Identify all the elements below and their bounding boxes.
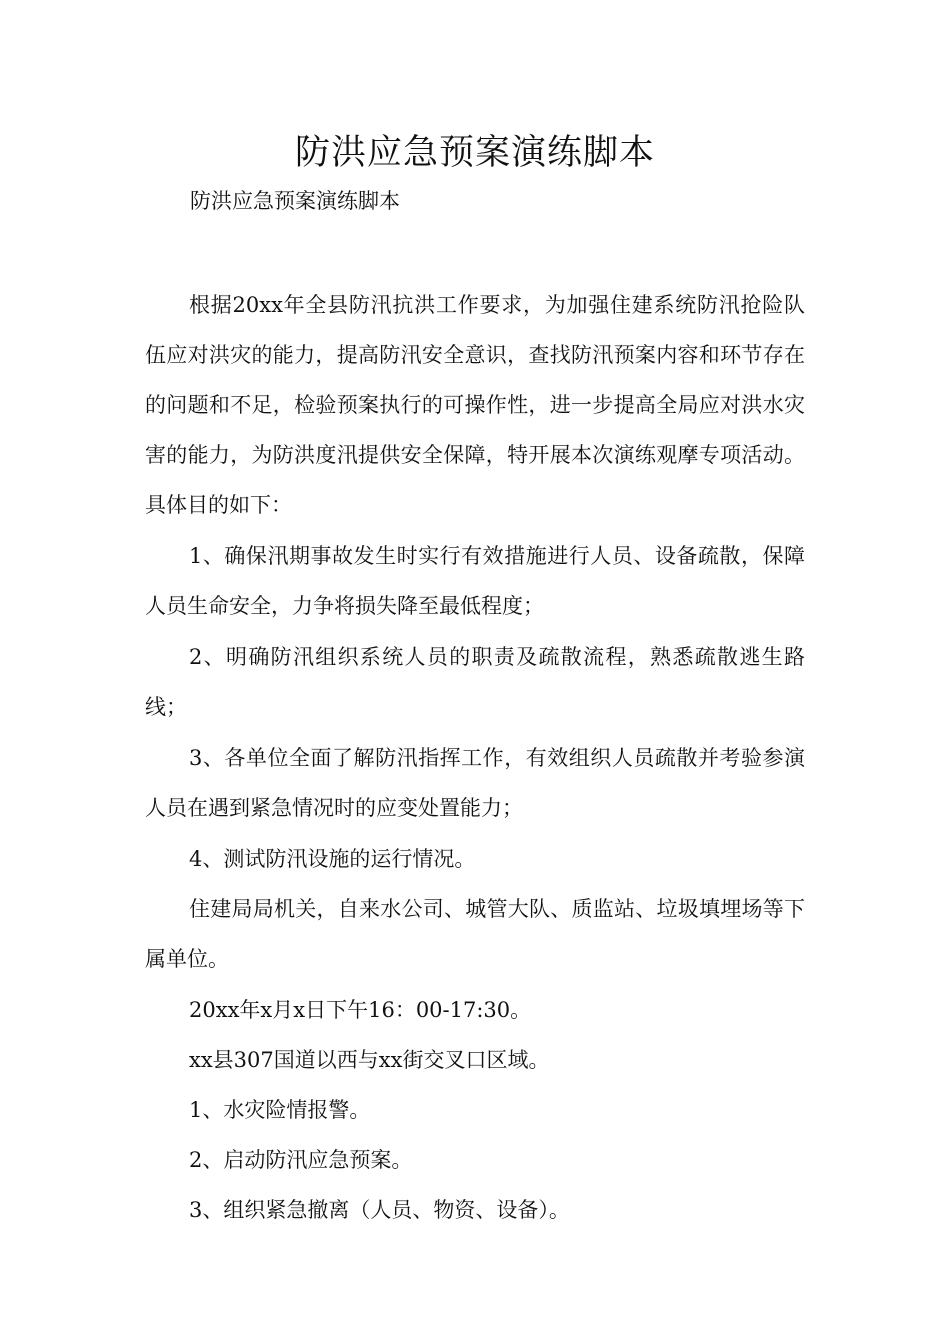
paragraph-goal-1: 1、确保汛期事故发生时实行有效措施进行人员、设备疏散，保障人员生命安全，力争将损失降至最低程度；: [145, 544, 805, 618]
paragraph-location: xx县307国道以西与xx街交叉口区域。: [189, 1048, 550, 1072]
paragraph-purpose: 根据20xx年全县防汛抗洪工作要求，为加强住建系统防汛抢险队伍应对洪灾的能力，提高防汛安全意识，查找防汛预案内容和环节存在的问题和不足，检验预案执行的可操作性，进一步提高全局应对洪水灾害的能力，为防洪度汛提供安全保障，特开展本次演练观摩专项活动。具体目的如下：: [145, 293, 805, 517]
paragraph-participants: 住建局局机关，自来水公司、城管大队、质监站、垃圾填埋场等下属单位。: [145, 897, 805, 971]
document-body: [145, 280, 805, 1235]
document-title: 防洪应急预案演练脚本: [294, 133, 655, 173]
paragraph-goal-3: 3、各单位全面了解防汛指挥工作，有效组织人员疏散并考验参演人员在遇到紧急情况时的应变处置能力；: [145, 746, 805, 820]
paragraph-step-3: 3、组织紧急撤离（人员、物资、设备）。: [189, 1198, 570, 1222]
document-subtitle: 防洪应急预案演练脚本: [190, 189, 400, 213]
paragraph-step-2: 2、启动防汛应急预案。: [189, 1148, 413, 1172]
paragraph-time: 20xx年x月x日下午16：00-17:30。: [189, 998, 532, 1022]
paragraph-goal-4: 4、测试防汛设施的运行情况。: [189, 847, 476, 871]
paragraph-step-1: 1、水灾险情报警。: [189, 1098, 371, 1122]
paragraph-goal-2: 2、明确防汛组织系统人员的职责及疏散流程，熟悉疏散逃生路线；: [145, 645, 805, 719]
